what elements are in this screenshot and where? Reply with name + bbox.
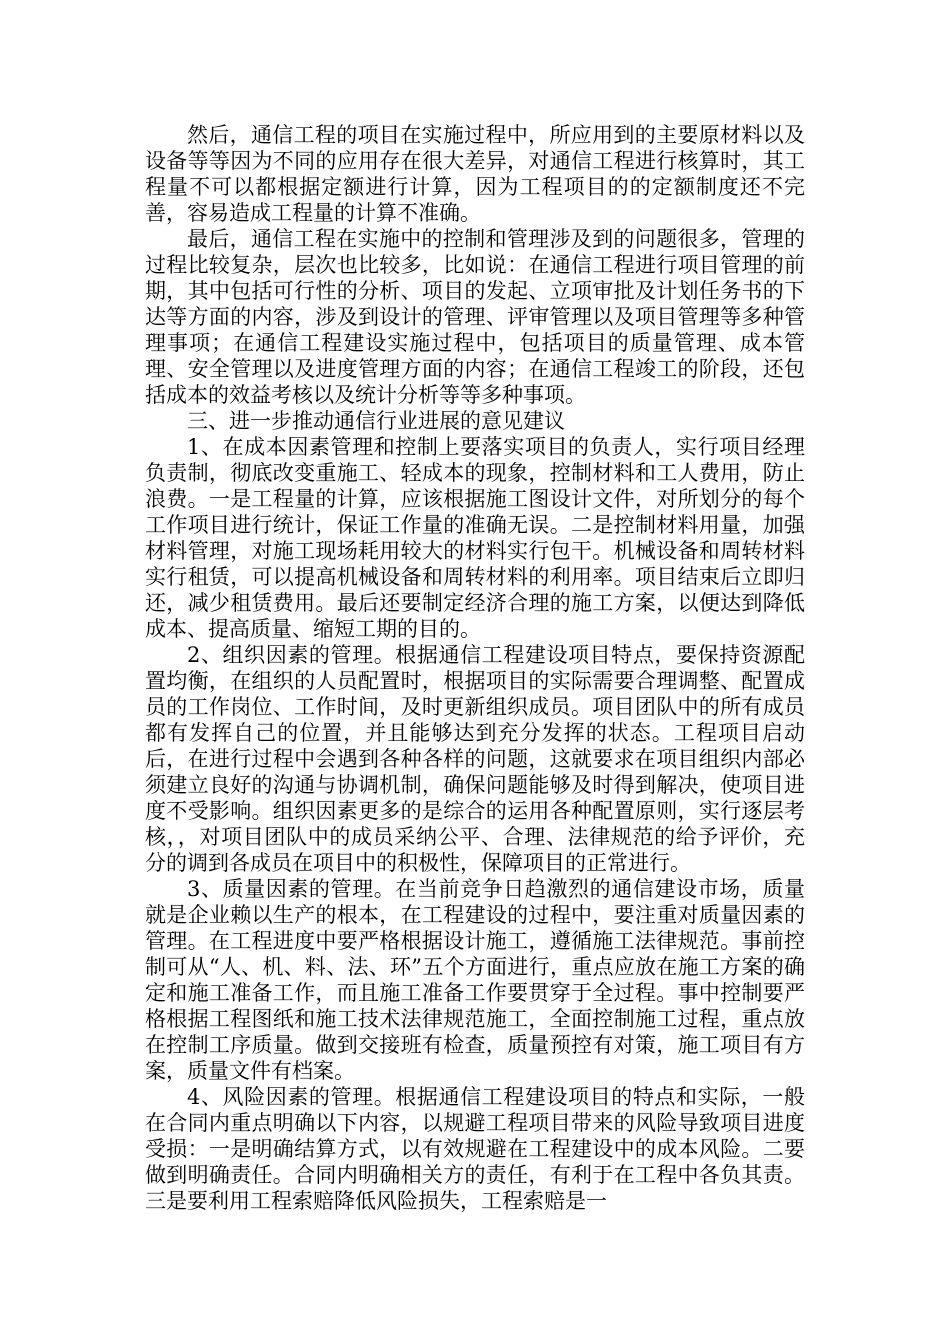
paragraph-2: 最后，通信工程在实施中的控制和管理涉及到的问题很多，管理的过程比较复杂，层次也比较多，比如说：在通信工程进行项目管理的前期，其中包括可行性的分析、项目的发起、立项审批及计划任务书的下达等方面的内容，涉及到设计的管理、评审管理以及项目管理等多种管理事项；在通信工程建设实施过程中，包括项目的质量管理、成本管理、安全管理以及进度管理方面的内容；在通信工程竣工的阶段，还包括成本的效益考核以及统计分析等等多种事项。 [145, 227, 805, 407]
paragraph-organization-factor: 2、组织因素的管理。根据通信工程建设项目特点，要保持资源配置均衡，在组织的人员配置时，根据项目的实际需要合理调整、配置成员的工作岗位、工作时间，及时更新组织成员。项目团队中的所有成员都有发挥自己的位置，并且能够达到充分发挥的状态。工程项目启动后，在进行过程中会遇到各种各样的问题，这就要求在项目组织内部必须建立良好的沟通与协调机制，确保问题能够及时得到解决，使项目进度不受影响。组织因素更多的是综合的运用各种配置原则，实行逐层考核，，对项目团队中的成员采纳公平、合理、法律规范的给予评价，充分的调到各成员在项目中的积极性，保障项目的正常进行。 [145, 643, 805, 875]
paragraph-quality-factor: 3、质量因素的管理。在当前竞争日趋激烈的通信建设市场，质量就是企业赖以生产的根本，在工程建设的过程中，要注重对质量因素的管理。在工程进度中要严格根据设计施工，遵循施工法律规范。事前控制可从“人、机、料、法、环”五个方面进行，重点应放在施工方案的确定和施工准备工作，而且施工准备工作要贯穿于全过程。事中控制要严格根据工程图纸和施工技术法律规范施工，全面控制施工过程，重点放在控制工序质量。做到交接班有检查，质量预控有对策，施工项目有方案，质量文件有档案。 [145, 877, 805, 1083]
paragraph-risk-factor: 4、风险因素的管理。根据通信工程建设项目的特点和实际，一般在合同内重点明确以下内容，以规避工程项目带来的风险导致项目进度受损：一是明确结算方式，以有效规避在工程建设中的成本风险。二要做到明确责任。合同内明确相关方的责任，有利于在工程中各负其责。三是要利用工程索赔降低风险损失，工程索赔是一 [145, 1085, 805, 1213]
document-body [145, 122, 805, 1214]
section-heading: 三、进一步推动通信行业进展的意见建议 [187, 409, 565, 433]
paragraph-cost-factor: 1、在成本因素管理和控制上要落实项目的负责人，实行项目经理负责制，彻底改变重施工、轻成本的现象，控制材料和工人费用，防止浪费。一是工程量的计算，应该根据施工图设计文件，对所划分的每个工作项目进行统计，保证工作量的准确无误。二是控制材料用量，加强材料管理，对施工现场耗用较大的材料实行包干。机械设备和周转材料实行租赁，可以提高机械设备和周转材料的利用率。项目结束后立即归还，减少租赁费用。最后还要制定经济合理的施工方案，以便达到降低成本、提高质量、缩短工期的目的。 [145, 435, 805, 641]
paragraph-1: 然后，通信工程的项目在实施过程中，所应用到的主要原材料以及设备等等因为不同的应用存在很大差异，对通信工程进行核算时，其工程量不可以都根据定额进行计算，因为工程项目的的定额制度还不完善，容易造成工程量的计算不准确。 [145, 123, 805, 225]
